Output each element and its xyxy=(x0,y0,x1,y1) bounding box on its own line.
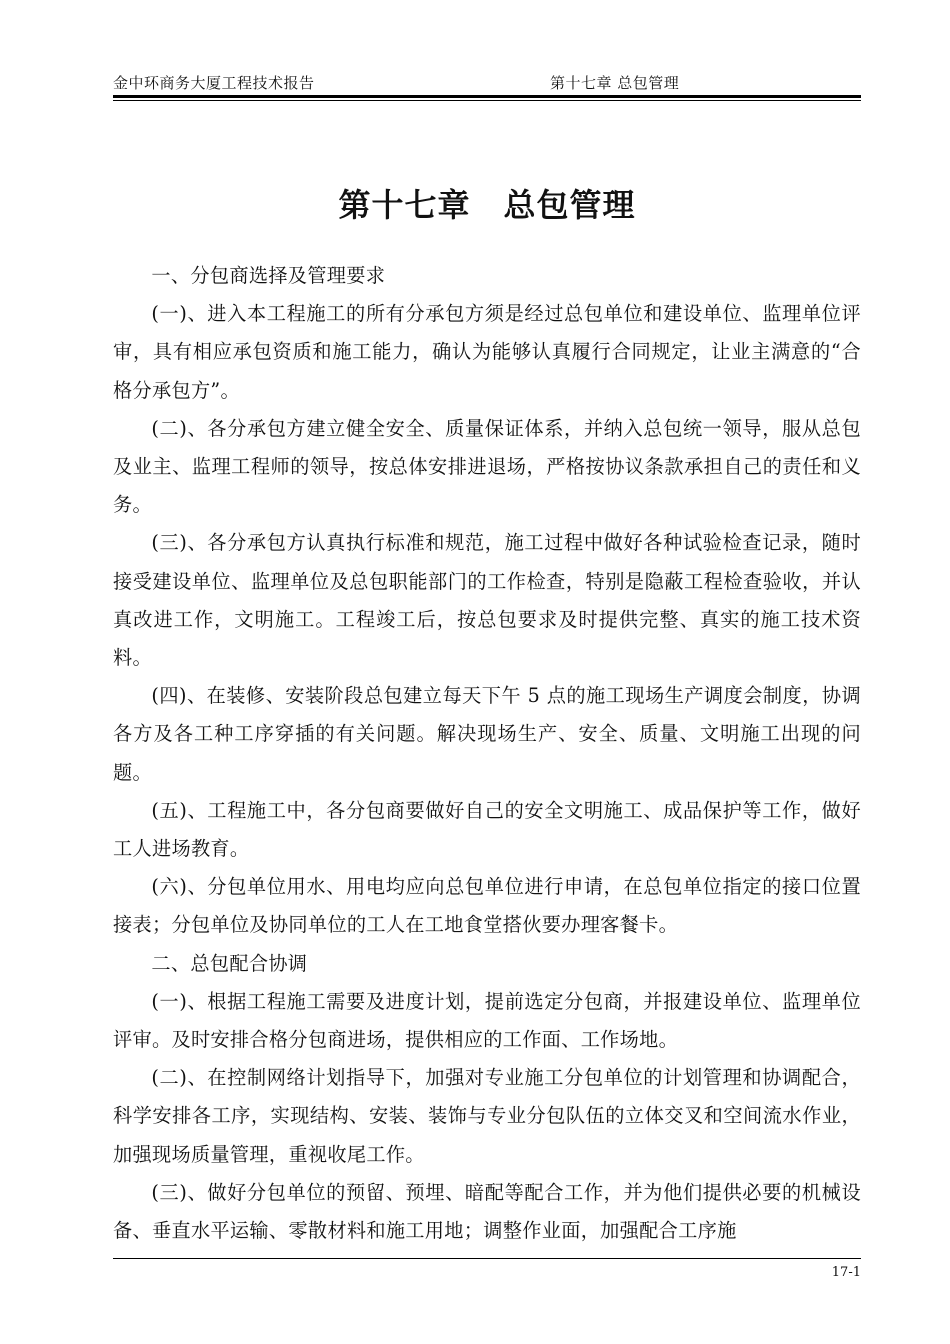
paragraph: (三)、各分承包方认真执行标准和规范，施工过程中做好各种试验检查记录，随时接受建设单位、监理单位及总包职能部门的工作检查，特别是隐蔽工程检查验收，并认真改进工作，文明施工。工程竣工后，按总包要求及时提供完整、真实的施工技术资料。 xyxy=(113,531,861,670)
paragraph: (一)、进入本工程施工的所有分承包方须是经过总包单位和建设单位、监理单位评审，具有相应承包资质和施工能力，确认为能够认真履行合同规定，让业主满意的“合格分承包方”。 xyxy=(113,302,861,402)
paragraph: (二)、在控制网络计划指导下，加强对专业施工分包单位的计划管理和协调配合，科学安排各工序，实现结构、安装、装饰与专业分包队伍的立体交叉和空间流水作业，加强现场质量管理，重视收尾工作。 xyxy=(113,1066,861,1166)
header-rule-thick xyxy=(113,95,861,98)
paragraph: (二)、各分承包方建立健全安全、质量保证体系，并纳入总包统一领导，服从总包及业主、监理工程师的领导，按总体安排进退场，严格按协议条款承担自己的责任和义务。 xyxy=(113,416,861,517)
paragraph: (四)、在装修、安装阶段总包建立每天下午 5 点的施工现场生产调度会制度，协调各方及各工种工序穿插的有关问题。解决现场生产、安全、质量、文明施工出现的问题。 xyxy=(113,684,861,784)
paragraph: (六)、分包单位用水、用电均应向总包单位进行申请，在总包单位指定的接口位置接表；分包单位及协同单位的工人在工地食堂搭伙要办理客餐卡。 xyxy=(113,875,861,937)
page-number: 17-1 xyxy=(831,1265,861,1280)
header-chapter-title: 第十七章 总包管理 xyxy=(550,74,680,92)
header-rule-thin xyxy=(113,100,861,101)
footer-rule xyxy=(113,1258,861,1259)
chapter-title: 第十七章 总包管理 xyxy=(338,186,636,225)
header-report-title: 金中环商务大厦工程技术报告 xyxy=(113,74,315,92)
body-text xyxy=(113,257,861,1250)
running-header xyxy=(113,72,861,96)
paragraph: (一)、根据工程施工需要及进度计划，提前选定分包商，并报建设单位、监理单位评审。及时安排合格分包商进场，提供相应的工作面、工作场地。 xyxy=(113,989,861,1052)
section-heading-1: 一、分包商选择及管理要求 xyxy=(151,264,386,287)
paragraph: (五)、工程施工中，各分包商要做好自己的安全文明施工、成品保护等工作，做好工人进场教育。 xyxy=(113,798,861,861)
section-heading-2: 二、总包配合协调 xyxy=(151,951,308,975)
paragraph: (三)、做好分包单位的预留、预埋、暗配等配合工作，并为他们提供必要的机械设备、垂直水平运输、零散材料和施工用地；调整作业面，加强配合工序施 xyxy=(113,1180,861,1243)
